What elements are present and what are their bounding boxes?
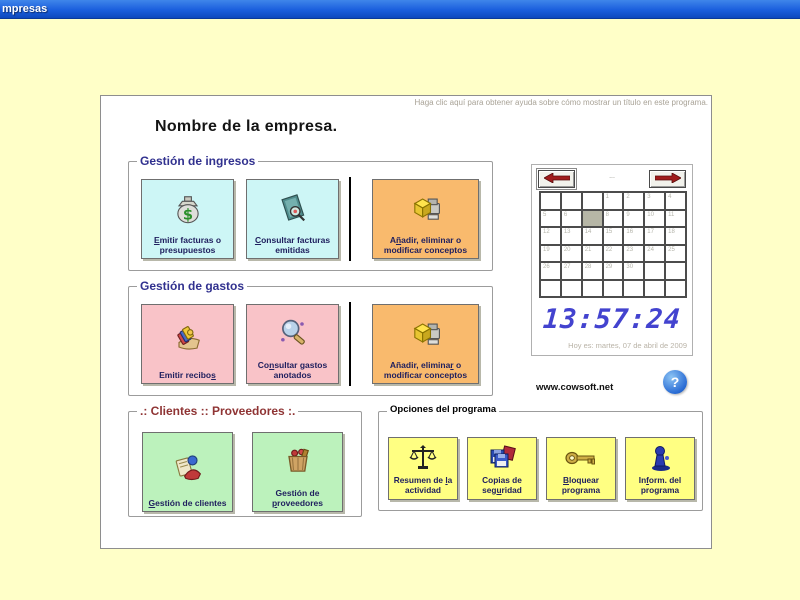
info-figure-icon	[645, 440, 675, 476]
group-ingresos-label: Gestión de ingresos	[137, 154, 258, 168]
group-gastos-label: Gestión de gastos	[137, 279, 247, 293]
calendar-day-cell: 8	[604, 211, 623, 227]
button-label: Consultar facturas emitidas	[254, 234, 331, 255]
backup-icon	[486, 440, 518, 476]
gestion-proveedores-button[interactable]	[252, 432, 343, 512]
suppliers-icon	[280, 435, 316, 488]
key-icon	[564, 440, 598, 476]
button-label: Emitir facturas o presupuestos	[153, 234, 222, 255]
search-icon	[275, 307, 311, 360]
bloquear-programa-button[interactable]	[546, 437, 616, 500]
resumen-actividad-button[interactable]	[388, 437, 458, 500]
calendar-month-label: ...	[609, 173, 615, 180]
calendar-day-cell: 3	[645, 193, 664, 209]
calendar-day-cell: 26	[541, 263, 560, 279]
calendar-day-cell: 11	[666, 211, 685, 227]
calendar-day-cell: 17	[645, 228, 664, 244]
svg-text:$: $	[182, 206, 193, 224]
calendar-grid	[539, 191, 687, 298]
calendar-day-cell: 21	[583, 246, 602, 262]
button-label: Resumen de la actividad	[393, 475, 453, 496]
button-label: Inform. del programa	[638, 475, 682, 496]
group-divider	[349, 177, 351, 261]
calendar-day-cell: 16	[624, 228, 643, 244]
calendar-widget	[531, 164, 693, 356]
arrow-right-icon	[655, 170, 681, 188]
gestion-clientes-button[interactable]	[142, 432, 233, 512]
calendar-day-cell: 30	[624, 263, 643, 279]
button-label: Emitir recibos	[159, 369, 216, 380]
calendar-day-cell: 24	[645, 246, 664, 262]
group-ingresos	[128, 154, 493, 271]
calendar-day-cell	[562, 193, 581, 209]
today-date-text: Hoy es: martes, 07 de abril de 2009	[568, 341, 687, 350]
calendar-day-cell: 2	[624, 193, 643, 209]
calendar-day-cell: 20	[562, 246, 581, 262]
ledger-search-icon	[275, 182, 311, 235]
calendar-day-cell: 1	[604, 193, 623, 209]
calendar-day-cell	[541, 281, 560, 297]
calendar-day-cell: 23	[624, 246, 643, 262]
receipts-icon	[170, 307, 206, 370]
calendar-day-cell: 12	[541, 228, 560, 244]
calendar-day-cell	[562, 281, 581, 297]
inform-programa-button[interactable]	[625, 437, 695, 500]
digital-clock: 13:57:24	[541, 304, 683, 335]
calendar-day-cell: 4	[666, 193, 685, 209]
calendar-day-cell: 25	[666, 246, 685, 262]
calendar-day-cell	[624, 281, 643, 297]
button-label: Gestión de proveedores	[271, 487, 324, 508]
scales-icon	[407, 440, 439, 476]
emitir-recibos-button[interactable]	[141, 304, 234, 384]
calendar-day-cell	[645, 281, 664, 297]
money-bag-icon	[170, 182, 206, 235]
conceptos-gastos-button[interactable]	[372, 304, 479, 384]
calendar-day-cell: 6	[562, 211, 581, 227]
group-clientes-label: .: Clientes :: Proveedores :.	[137, 404, 298, 418]
calendar-day-cell	[583, 281, 602, 297]
calendar-day-cell	[666, 281, 685, 297]
website-link[interactable]: www.cowsoft.net	[536, 382, 614, 393]
calendar-day-cell: 9	[624, 211, 643, 227]
calendar-day-cell	[645, 263, 664, 279]
clients-icon	[170, 435, 206, 498]
calendar-day-cell: 27	[562, 263, 581, 279]
calendar-day-cell: 15	[604, 228, 623, 244]
group-opciones-label: Opciones del programa	[387, 404, 499, 415]
calendar-day-cell	[541, 193, 560, 209]
group-clientes-proveedores	[128, 404, 362, 517]
concepts-icon	[407, 307, 445, 360]
button-label: Bloquear programa	[561, 475, 601, 496]
button-label: Copias de seguridad	[482, 475, 522, 496]
consultar-gastos-button[interactable]	[246, 304, 339, 384]
calendar-day-cell	[583, 193, 602, 209]
button-label: Consultar gastos anotados	[257, 359, 328, 380]
calendar-day-cell: 10	[645, 211, 664, 227]
window-titlebar[interactable]	[0, 0, 800, 19]
calendar-day-cell: 28	[583, 263, 602, 279]
calendar-day-cell: 19	[541, 246, 560, 262]
help-icon[interactable]: ?	[663, 370, 687, 394]
calendar-day-cell: 5	[541, 211, 560, 227]
button-label: Añadir, eliminar o modificar conceptos	[383, 234, 468, 255]
group-divider	[349, 302, 351, 386]
conceptos-ingresos-button[interactable]	[372, 179, 479, 259]
calendar-day-cell: 22	[604, 246, 623, 262]
group-opciones	[378, 404, 703, 511]
emitir-facturas-button[interactable]	[141, 179, 234, 259]
window-title: mpresas	[2, 3, 48, 15]
calendar-day-cell: 14	[583, 228, 602, 244]
page-title: Nombre de la empresa.	[155, 118, 338, 135]
concepts-icon	[407, 182, 445, 235]
calendar-day-cell: 29	[604, 263, 623, 279]
calendar-day-cell: 7	[583, 211, 602, 227]
button-label: Añadir, eliminar o modificar conceptos	[383, 359, 468, 380]
calendar-day-cell: 13	[562, 228, 581, 244]
copias-seguridad-button[interactable]	[467, 437, 537, 500]
group-gastos	[128, 279, 493, 396]
calendar-next-button[interactable]	[649, 170, 686, 188]
calendar-day-cell	[666, 263, 685, 279]
button-label: Gestión de clientes	[148, 497, 227, 508]
calendar-day-cell: 18	[666, 228, 685, 244]
calendar-day-cell	[604, 281, 623, 297]
consultar-facturas-button[interactable]	[246, 179, 339, 259]
help-banner-link[interactable]: Haga clic aquí para obtener ayuda sobre cómo mostrar un título en este programa.	[414, 98, 708, 107]
main-panel	[100, 95, 712, 549]
